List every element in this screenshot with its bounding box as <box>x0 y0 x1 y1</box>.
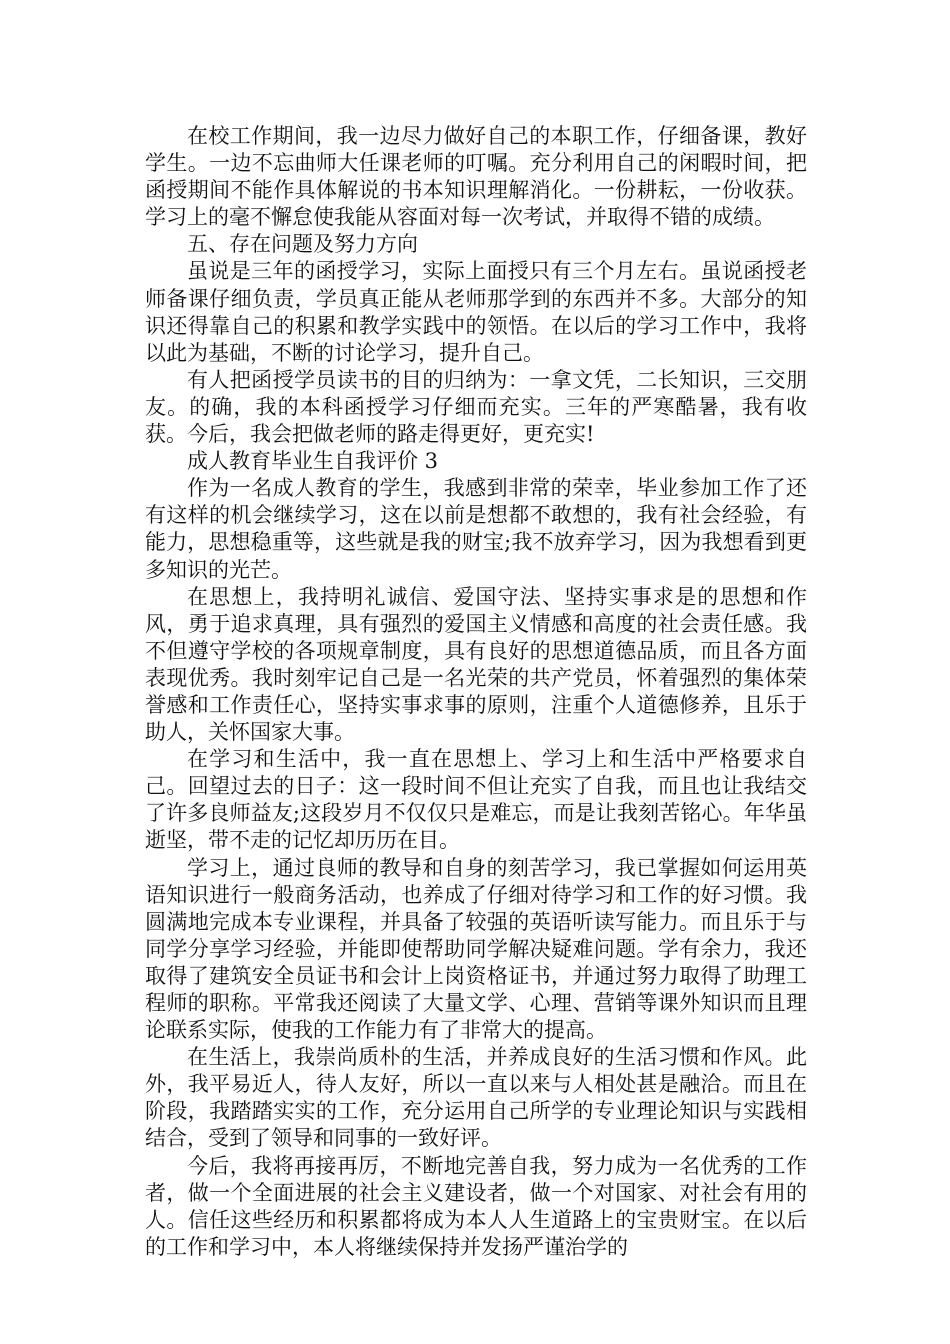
section-heading: 五、存在问题及努力方向 <box>187 232 418 257</box>
paragraph: 学习上，通过良师的教导和自身的刻苦学习，我已掌握如何运用英语知识进行一般商务活动，也养成了仔细对待学习和工作的好习惯。我圆满地完成本专业课程，并具备了较强的英语听读写能力。而且乐于与同学分享学习经验，并能即使帮助同学解决疑难问题。学有余力，我还取得了建筑安全员证书和会计上岗资格证书，并通过努力取得了助理工程师的职称。平常我还阅读了大量文学、心理、营销等课外知识而且理论联系实际，使我的工作能力有了非常大的提高。 <box>145 855 807 1043</box>
paragraph: 在学习和生活中，我一直在思想上、学习上和生活中严格要求自己。回望过去的日子：这一段时间不但让充实了自我，而且也让我结交了许多良师益友;这段岁月不仅仅只是难忘，而是让我刻苦铭心。年华虽逝坚，带不走的记忆却历历在目。 <box>145 747 807 853</box>
section-heading: 成人教育毕业生自我评价 3 <box>187 449 439 474</box>
paragraph: 虽说是三年的函授学习，实际上面授只有三个月左右。虽说函授老师备课仔细负责，学员真正能从老师那学到的东西并不多。大部分的知识还得靠自己的积累和教学实践中的领悟。在以后的学习工作中，我将以此为基础，不断的讨论学习，提升自己。 <box>145 259 807 365</box>
paragraph: 今后，我将再接再厉，不断地完善自我，努力成为一名优秀的工作者，做一个全面进展的社会主义建设者，做一个对国家、对社会有用的人。信任这些经历和积累都将成为本人人生道路上的宝贵财宝。在以后的工作和学习中，本人将继续保持并发扬严谨治学的 <box>145 1153 807 1259</box>
paragraph: 有人把函授学员读书的目的归纳为：一拿文凭，二长知识，三交朋友。的确，我的本科函授学习仔细而充实。三年的严寒酷暑，我有收获。今后，我会把做老师的路走得更好，更充实! <box>145 367 807 447</box>
paragraph: 在校工作期间，我一边尽力做好自己的本职工作，仔细备课，教好学生。一边不忘曲师大任课老师的叮嘱。充分利用自己的闲暇时间，把函授期间不能作具体解说的书本知识理解消化。一份耕耘，一份收获。学习上的毫不懈怠使我能从容面对每一次考试，并取得不错的成绩。 <box>145 124 807 230</box>
paragraph: 作为一名成人教育的学生，我感到非常的荣幸，毕业参加工作了还有这样的机会继续学习，这在以前是想都不敢想的，我有社会经验，有能力，思想稳重等，这些就是我的财宝;我不放弃学习，因为我想看到更多知识的光芒。 <box>145 476 807 582</box>
paragraph: 在思想上，我持明礼诚信、爱国守法、坚持实事求是的思想和作风，勇于追求真理，具有强烈的爱国主义情感和高度的社会责任感。我不但遵守学校的各项规章制度，具有良好的思想道德品质，而且各方面表现优秀。我时刻牢记自己是一名光荣的共产党员，怀着强烈的集体荣誉感和工作责任心，坚持实事求事的原则，注重个人道德修养，且乐于助人，关怀国家大事。 <box>145 584 807 745</box>
paragraph: 在生活上，我崇尚质朴的生活，并养成良好的生活习惯和作风。此外，我平易近人，待人友好，所以一直以来与人相处甚是融洽。而且在阶段，我踏踏实实的工作，充分运用自己所学的专业理论知识与实践相结合，受到了领导和同事的一致好评。 <box>145 1045 807 1151</box>
document-body <box>145 123 807 1261</box>
